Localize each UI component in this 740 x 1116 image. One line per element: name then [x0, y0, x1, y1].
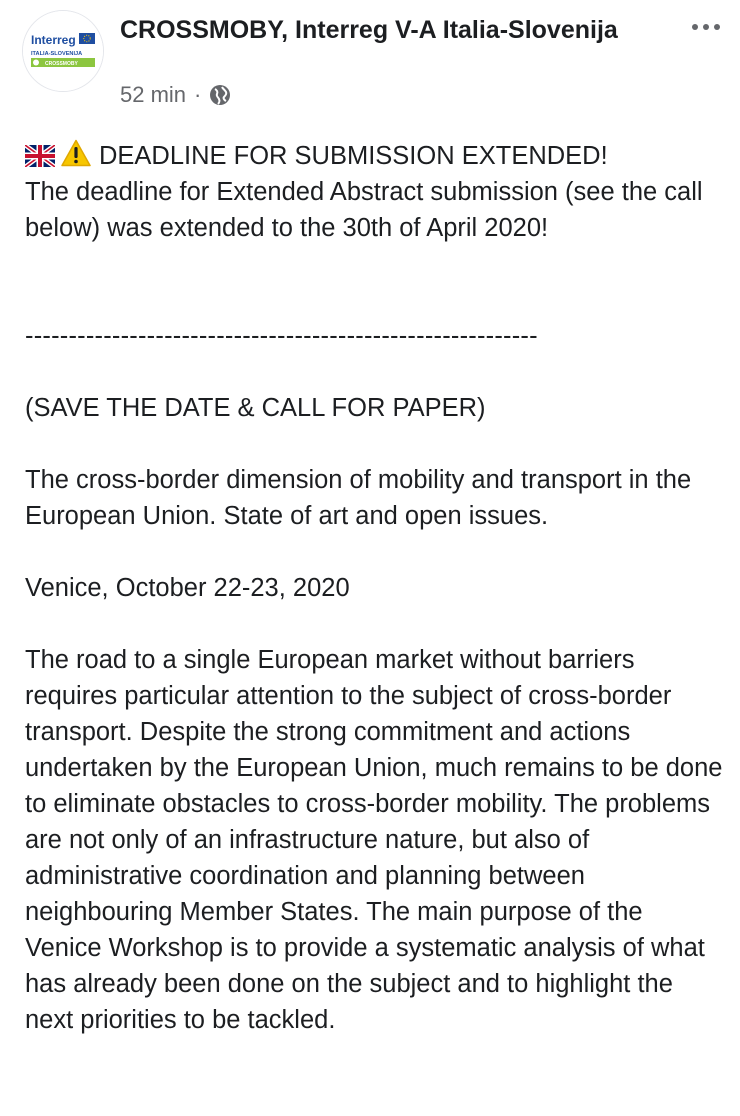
save-the-date-text: (SAVE THE DATE & CALL FOR PAPER) — [25, 394, 486, 422]
headline-text: DEADLINE FOR SUBMISSION EXTENDED! — [99, 142, 608, 170]
warning-icon — [61, 139, 91, 167]
meta-separator: · — [194, 82, 202, 107]
page-avatar[interactable] — [22, 10, 104, 92]
post-meta — [120, 82, 231, 108]
uk-flag-icon — [25, 145, 55, 167]
deadline-text: The deadline for Extended Abstract submission (see the call below) was extended to the 30th of April 2020! — [25, 178, 710, 242]
location-date-text: Venice, October 22-23, 2020 — [25, 574, 350, 602]
description-text: The road to a single European market without barriers requires particular attention to the subject of cross-border transport. Despite the strong commitment and actions undertaken by the European Union, much remains to be done to eliminate obstacles to cross-border mobility. The problems are not only of an infrastructure nature, but also of administrative coordination and planning between neighbouring Member States. The main purpose of the Venice Workshop is to provide a systematic analysis of what has already been done on the subject and to highlight the next priorities to be tackled. — [25, 646, 730, 1034]
dot-icon — [703, 24, 709, 30]
spacer — [25, 534, 725, 570]
region-text: ITALIA-SLOVENIJA — [31, 51, 83, 57]
spacer — [25, 354, 725, 390]
spacer — [25, 246, 725, 282]
globe-icon[interactable] — [209, 84, 231, 106]
post-body — [25, 138, 730, 1038]
logo-text: Interreg — [31, 33, 76, 47]
dot-icon — [714, 24, 720, 30]
spacer — [25, 426, 725, 462]
project-text: CROSSMOBY — [45, 61, 78, 67]
divider-line: ----------------------------------------------------------- — [25, 322, 538, 350]
dot-icon — [692, 24, 698, 30]
post-header — [0, 0, 740, 120]
more-options-icon[interactable] — [686, 18, 726, 36]
spacer — [25, 606, 725, 642]
interreg-logo-icon — [23, 11, 103, 91]
post-timestamp[interactable]: 52 min — [120, 82, 187, 107]
subtitle-text: The cross-border dimension of mobility and transport in the European Union. State of art and open issues. — [25, 466, 699, 530]
headline-line — [25, 138, 725, 174]
page-name-link[interactable]: CROSSMOBY, Interreg V-A Italia-Slovenija — [120, 16, 618, 44]
spacer — [25, 282, 725, 318]
